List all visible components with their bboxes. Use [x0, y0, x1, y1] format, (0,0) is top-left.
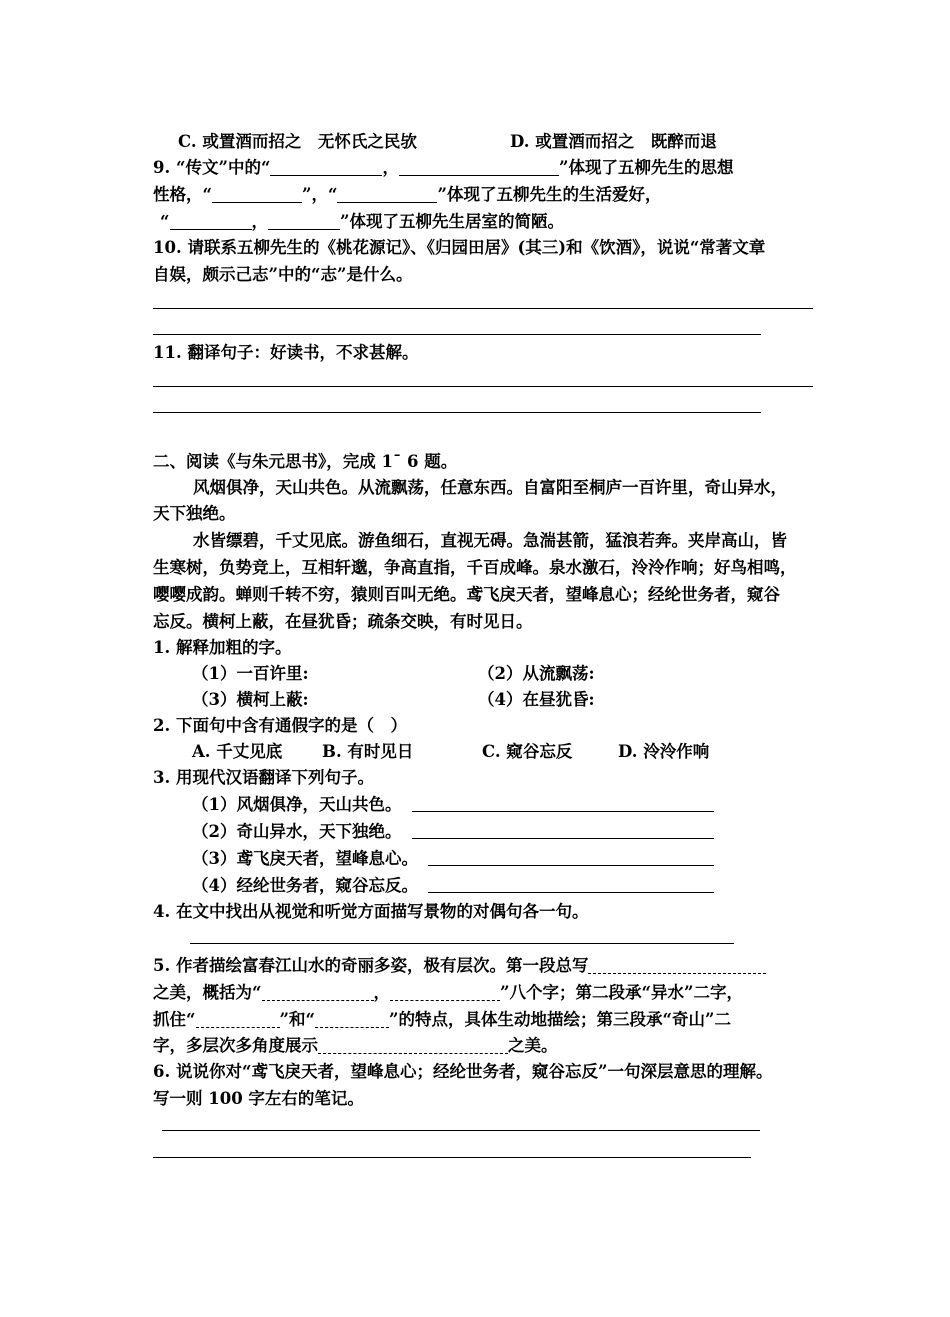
p2q5-line2: [153, 981, 743, 1005]
q8-option-c: C. 或置酒而招之 无怀氏之民欤: [178, 132, 417, 151]
q9-text: ”体现了五柳先生的思想: [558, 158, 734, 177]
q10-answer-line-1[interactable]: [153, 308, 813, 309]
passage-para2-line1: 水皆缥碧，千丈见底。游鱼细石，直视无碍。急湍甚箭，猛浪若奔。夹岸高山，皆: [193, 531, 787, 550]
p2q5-blank-5[interactable]: [315, 1011, 389, 1028]
q11-answer-line-2[interactable]: [153, 412, 761, 413]
q9-blank-1[interactable]: [270, 159, 382, 176]
p2q3-item-4: [192, 874, 418, 898]
passage-para2-line3: 嘤嘤成韵。蝉则千转不穷，猿则百叫无绝。鸢飞戾天者，望峰息心；经纶世务者，窥谷: [153, 585, 780, 604]
p2q5-text: 抓住“: [153, 1010, 196, 1029]
q9-text: ”，“: [302, 185, 338, 204]
p2q1-item-3: （3）横柯上蔽:: [192, 690, 309, 709]
p2q5-text: ”八个字；第二段承“异水”二字，: [500, 983, 743, 1002]
p2q3-item-text: （2）奇山异水，天下独绝。: [192, 822, 402, 841]
p2q1-item-4: （4）在昼犹昏:: [478, 690, 595, 709]
q9-line2: [153, 183, 661, 207]
p2q3-stem: 3. 用现代汉语翻译下列句子。: [153, 768, 374, 787]
p2q2-option-a: A. 千丈见底: [192, 742, 283, 761]
p2q2-option-c: C. 窥谷忘反: [482, 742, 573, 761]
p2q3-item-2: [192, 820, 401, 844]
p2q5-blank-1[interactable]: [588, 957, 766, 974]
q10-line1: 10. 请联系五柳先生的《桃花源记》、《归园田居》(其三)和《饮酒》，说说“常著文章: [153, 238, 766, 257]
q9-text: ”体现了五柳先生的生活爱好，: [437, 185, 662, 204]
p2q3-answer-line-4[interactable]: [428, 892, 714, 893]
q9-text: 9. “传文”中的“: [153, 158, 271, 177]
passage-para2-line2: 生寒树，负势竞上，互相轩邈，争高直指，千百成峰。泉水激石，泠泠作响；好鸟相鸣，: [153, 558, 797, 577]
p2q3-answer-line-2[interactable]: [412, 838, 714, 839]
p2q6-answer-line-2[interactable]: [153, 1157, 751, 1158]
p2q5-line1: [153, 954, 766, 978]
p2q1-item-1: （1）一百许里:: [192, 664, 309, 683]
q11-line1: 11. 翻译句子：好读书，不求甚解。: [153, 343, 419, 362]
q10-answer-line-2[interactable]: [153, 334, 761, 335]
p2q3-item-3: [192, 847, 418, 871]
p2q5-text: 5. 作者描绘富春江山水的奇丽多姿，极有层次。第一段总写: [153, 956, 589, 975]
p2q5-line4: [153, 1034, 558, 1058]
q9-text: ”体现了五柳先生居室的简陋。: [340, 212, 564, 231]
p2q6-line2: 写一则 100 字左右的笔记。: [153, 1089, 364, 1108]
passage-para1-line1: 风烟俱净，天山共色。从流飘荡，任意东西。自富阳至桐庐一百许里，奇山异水，: [193, 478, 787, 497]
q9-blank-2[interactable]: [399, 159, 559, 176]
p2q1-item-2: （2）从流飘荡:: [478, 664, 595, 683]
q11-answer-line-1[interactable]: [153, 386, 813, 387]
p2q5-text: ”的特点，具体生动地描绘；第三段承“奇山”二: [388, 1010, 731, 1029]
p2q5-text: 字，多层次多角度展示: [153, 1036, 318, 1055]
q9-blank-3[interactable]: [212, 186, 302, 203]
p2q5-blank-2[interactable]: [262, 984, 374, 1001]
p2q3-item-text: （3）鸢飞戾天者，望峰息心。: [192, 849, 418, 868]
p2q6-line1: 6. 说说你对“鸢飞戾天者，望峰息心；经纶世务者，窥谷忘反”一句深层意思的理解。: [153, 1062, 773, 1081]
p2q4-answer-line[interactable]: [190, 943, 734, 944]
p2q3-answer-line-3[interactable]: [428, 865, 714, 866]
p2q5-blank-4[interactable]: [196, 1011, 280, 1028]
p2q3-answer-line-1[interactable]: [412, 811, 714, 812]
q9-blank-6[interactable]: [268, 213, 340, 230]
q9-text: “: [160, 212, 170, 231]
q9-text: 性格，“: [153, 185, 212, 204]
p2q4-stem: 4. 在文中找出从视觉和听觉方面描写景物的对偶句各一句。: [153, 902, 589, 921]
q10-line2: 自娱，颇示己志”中的“志”是什么。: [153, 265, 413, 284]
p2q2-option-d: D. 泠泠作响: [618, 742, 710, 761]
passage-para2-line4: 忘反。横柯上蔽，在昼犹昏；疏条交映，有时见日。: [153, 612, 533, 631]
part2-heading: 二、阅读《与朱元思书》，完成 1¯ 6 题。: [153, 452, 458, 471]
p2q5-blank-3[interactable]: [390, 984, 500, 1001]
p2q5-line3: [153, 1008, 731, 1032]
p2q2-stem: 2. 下面句中含有通假字的是（ ）: [153, 716, 407, 735]
q9-blank-4[interactable]: [337, 186, 437, 203]
q8-option-d: D. 或置酒而招之 既醉而退: [510, 132, 717, 151]
p2q5-blank-6[interactable]: [318, 1037, 508, 1054]
p2q3-item-text: （1）风烟俱净，天山共色。: [192, 795, 402, 814]
q9-line1: [153, 156, 733, 180]
p2q1-stem: 1. 解释加粗的字。: [153, 638, 292, 657]
p2q3-item-text: （4）经纶世务者，窥谷忘反。: [192, 876, 418, 895]
q9-line3: [160, 210, 564, 234]
p2q5-text: ，: [373, 983, 390, 1002]
p2q5-text: 之美，概括为“: [153, 983, 262, 1002]
p2q2-option-b: B. 有时见日: [322, 742, 414, 761]
q9-text: ，: [251, 212, 268, 231]
p2q5-text: 之美。: [508, 1036, 558, 1055]
q9-blank-5[interactable]: [170, 213, 252, 230]
p2q6-answer-line-1[interactable]: [162, 1130, 760, 1131]
p2q5-text: ”和“: [279, 1010, 315, 1029]
passage-para1-line2: 天下独绝。: [153, 504, 236, 523]
q9-text: ，: [382, 158, 399, 177]
p2q3-item-1: [192, 793, 401, 817]
